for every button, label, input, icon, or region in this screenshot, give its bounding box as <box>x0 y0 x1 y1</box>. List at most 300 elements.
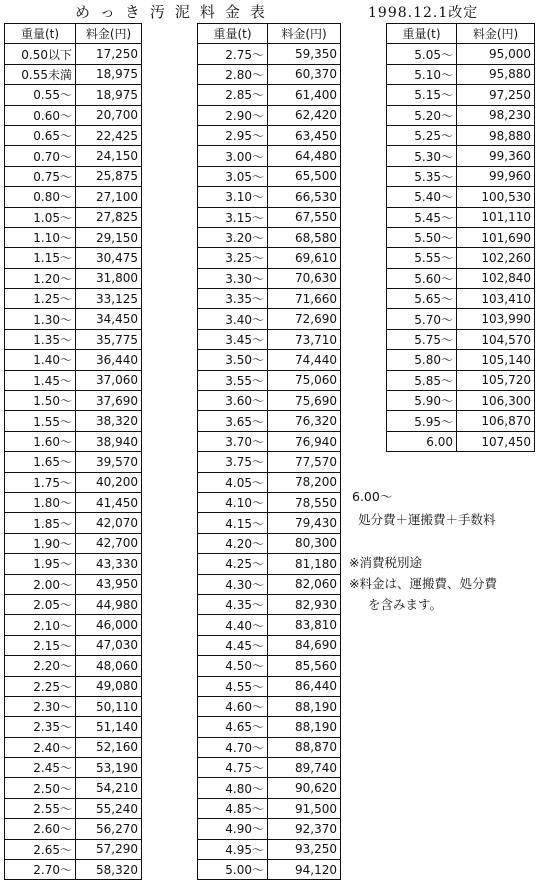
table-row <box>198 329 341 349</box>
table-row <box>5 391 142 411</box>
price-cell: 63,450 <box>268 125 341 145</box>
table-row <box>5 431 142 451</box>
price-cell: 78,200 <box>268 472 341 492</box>
table-row <box>5 268 142 288</box>
table-row <box>5 615 142 635</box>
weight-cell: 5.10〜 <box>387 64 457 84</box>
table-row <box>387 166 535 186</box>
price-cell: 34,450 <box>76 309 142 329</box>
weight-cell: 3.55〜 <box>198 370 268 390</box>
table-row <box>5 819 142 839</box>
price-cell: 80,300 <box>268 533 341 553</box>
weight-cell: 3.35〜 <box>198 289 268 309</box>
weight-cell: 0.75〜 <box>5 166 76 186</box>
table-row <box>198 44 341 64</box>
price-cell: 18,975 <box>76 64 142 84</box>
price-cell: 27,825 <box>76 207 142 227</box>
table-row <box>387 207 535 227</box>
weight-cell: 1.15〜 <box>5 248 76 268</box>
weight-cell: 4.75〜 <box>198 758 268 778</box>
table-row <box>198 227 341 247</box>
price-cell: 105,720 <box>457 370 535 390</box>
weight-header: 重量(t) <box>387 24 457 44</box>
weight-cell: 3.10〜 <box>198 187 268 207</box>
price-cell: 91,500 <box>268 798 341 818</box>
price-cell: 90,620 <box>268 778 341 798</box>
weight-cell: 1.95〜 <box>5 554 76 574</box>
table-row <box>5 472 142 492</box>
table-row <box>198 472 341 492</box>
price-cell: 58,320 <box>76 860 142 880</box>
table-row <box>198 737 341 757</box>
table-row <box>5 411 142 431</box>
price-cell: 66,530 <box>268 187 341 207</box>
table-row <box>5 329 142 349</box>
table-row <box>387 187 535 207</box>
weight-cell: 0.60〜 <box>5 105 76 125</box>
table-row <box>5 105 142 125</box>
price-cell: 82,060 <box>268 574 341 594</box>
price-cell: 36,440 <box>76 350 142 370</box>
price-cell: 38,320 <box>76 411 142 431</box>
price-cell: 75,060 <box>268 370 341 390</box>
weight-cell: 2.05〜 <box>5 594 76 614</box>
table-row <box>5 758 142 778</box>
table-row <box>198 268 341 288</box>
price-cell: 81,180 <box>268 554 341 574</box>
price-cell: 38,940 <box>76 431 142 451</box>
price-cell: 44,980 <box>76 594 142 614</box>
weight-cell: 3.05〜 <box>198 166 268 186</box>
price-cell: 106,300 <box>457 391 535 411</box>
weight-cell: 0.55未満 <box>5 64 76 84</box>
table-row <box>5 125 142 145</box>
price-cell: 55,240 <box>76 798 142 818</box>
table-row <box>387 227 535 247</box>
price-cell: 69,610 <box>268 248 341 268</box>
weight-cell: 5.85〜 <box>387 370 457 390</box>
table-row <box>198 717 341 737</box>
price-cell: 25,875 <box>76 166 142 186</box>
table-row <box>5 635 142 655</box>
price-cell: 53,190 <box>76 758 142 778</box>
weight-cell: 2.15〜 <box>5 635 76 655</box>
table-row <box>198 533 341 553</box>
price-cell: 77,570 <box>268 452 341 472</box>
table-row <box>198 411 341 431</box>
table-row <box>387 370 535 390</box>
weight-cell: 1.80〜 <box>5 492 76 512</box>
price-cell: 98,230 <box>457 105 535 125</box>
table-row <box>198 696 341 716</box>
weight-cell: 4.55〜 <box>198 676 268 696</box>
weight-cell: 3.45〜 <box>198 329 268 349</box>
table-row <box>387 391 535 411</box>
includes-note-line1: ※料金は、運搬費、処分費 <box>349 576 497 591</box>
weight-cell: 5.30〜 <box>387 146 457 166</box>
over-6t-label: 6.00〜 <box>352 489 393 504</box>
table-row <box>387 85 535 105</box>
table-row <box>5 64 142 84</box>
table-row <box>198 166 341 186</box>
weight-cell: 2.60〜 <box>5 819 76 839</box>
table-row <box>5 309 142 329</box>
price-cell: 31,800 <box>76 268 142 288</box>
weight-cell: 5.95〜 <box>387 411 457 431</box>
table-row <box>5 574 142 594</box>
table-row <box>5 207 142 227</box>
price-cell: 101,690 <box>457 227 535 247</box>
table-row <box>5 839 142 859</box>
price-cell: 48,060 <box>76 656 142 676</box>
table-row <box>198 656 341 676</box>
price-cell: 61,400 <box>268 85 341 105</box>
price-cell: 99,360 <box>457 146 535 166</box>
price-cell: 76,940 <box>268 431 341 451</box>
weight-cell: 5.35〜 <box>387 166 457 186</box>
table-row <box>198 207 341 227</box>
price-cell: 106,870 <box>457 411 535 431</box>
table-row <box>198 391 341 411</box>
weight-cell: 5.15〜 <box>387 85 457 105</box>
weight-cell: 4.95〜 <box>198 839 268 859</box>
price-cell: 103,410 <box>457 289 535 309</box>
price-cell: 71,660 <box>268 289 341 309</box>
table-row <box>198 85 341 105</box>
price-cell: 59,350 <box>268 44 341 64</box>
weight-cell: 0.80〜 <box>5 187 76 207</box>
weight-cell: 4.15〜 <box>198 513 268 533</box>
weight-cell: 5.40〜 <box>387 187 457 207</box>
weight-cell: 1.85〜 <box>5 513 76 533</box>
weight-cell: 1.75〜 <box>5 472 76 492</box>
price-cell: 100,530 <box>457 187 535 207</box>
price-cell: 85,560 <box>268 656 341 676</box>
weight-cell: 2.85〜 <box>198 85 268 105</box>
price-cell: 29,150 <box>76 227 142 247</box>
price-cell: 92,370 <box>268 819 341 839</box>
price-cell: 88,870 <box>268 737 341 757</box>
price-cell: 105,140 <box>457 350 535 370</box>
weight-cell: 3.20〜 <box>198 227 268 247</box>
weight-cell: 0.55〜 <box>5 85 76 105</box>
table-row <box>5 370 142 390</box>
table-row <box>198 105 341 125</box>
weight-cell: 2.40〜 <box>5 737 76 757</box>
weight-cell: 3.30〜 <box>198 268 268 288</box>
table-row <box>198 431 341 451</box>
price-cell: 43,950 <box>76 574 142 594</box>
price-cell: 20,700 <box>76 105 142 125</box>
price-cell: 43,330 <box>76 554 142 574</box>
table-row <box>387 146 535 166</box>
price-cell: 60,370 <box>268 64 341 84</box>
weight-cell: 2.45〜 <box>5 758 76 778</box>
price-cell: 88,190 <box>268 717 341 737</box>
weight-cell: 5.55〜 <box>387 248 457 268</box>
weight-cell: 4.50〜 <box>198 656 268 676</box>
table-row <box>5 227 142 247</box>
price-cell: 52,160 <box>76 737 142 757</box>
table-row <box>5 798 142 818</box>
price-cell: 102,260 <box>457 248 535 268</box>
weight-cell: 4.30〜 <box>198 574 268 594</box>
table-row <box>5 248 142 268</box>
table-row <box>5 187 142 207</box>
table-row <box>198 64 341 84</box>
table-row <box>198 860 341 880</box>
weight-cell: 5.00〜 <box>198 860 268 880</box>
weight-cell: 2.50〜 <box>5 778 76 798</box>
weight-cell: 4.05〜 <box>198 472 268 492</box>
price-cell: 107,450 <box>457 431 535 451</box>
table-row <box>387 329 535 349</box>
table-row <box>5 860 142 880</box>
weight-cell: 4.25〜 <box>198 554 268 574</box>
table-row <box>198 248 341 268</box>
weight-cell: 5.50〜 <box>387 227 457 247</box>
weight-header: 重量(t) <box>5 24 76 44</box>
weight-cell: 5.45〜 <box>387 207 457 227</box>
price-cell: 67,550 <box>268 207 341 227</box>
price-cell: 51,140 <box>76 717 142 737</box>
table-row <box>198 452 341 472</box>
weight-cell: 0.65〜 <box>5 125 76 145</box>
price-cell: 24,150 <box>76 146 142 166</box>
table-row <box>198 676 341 696</box>
weight-cell: 4.20〜 <box>198 533 268 553</box>
table-row <box>198 594 341 614</box>
weight-cell: 5.60〜 <box>387 268 457 288</box>
table-row <box>387 268 535 288</box>
table-row <box>198 819 341 839</box>
table-row <box>198 839 341 859</box>
price-header: 料金(円) <box>76 24 142 44</box>
price-cell: 47,030 <box>76 635 142 655</box>
table-row <box>5 778 142 798</box>
price-cell: 18,975 <box>76 85 142 105</box>
table-row <box>5 350 142 370</box>
weight-cell: 2.35〜 <box>5 717 76 737</box>
price-cell: 79,430 <box>268 513 341 533</box>
weight-cell: 0.70〜 <box>5 146 76 166</box>
weight-cell: 1.45〜 <box>5 370 76 390</box>
price-cell: 95,880 <box>457 64 535 84</box>
weight-cell: 1.40〜 <box>5 350 76 370</box>
price-cell: 39,570 <box>76 452 142 472</box>
weight-cell: 5.20〜 <box>387 105 457 125</box>
weight-cell: 1.65〜 <box>5 452 76 472</box>
price-cell: 41,450 <box>76 492 142 512</box>
weight-cell: 1.05〜 <box>5 207 76 227</box>
table-row <box>5 554 142 574</box>
over-6t-formula: 処分費＋運搬費＋手数料 <box>358 512 496 527</box>
weight-cell: 5.65〜 <box>387 289 457 309</box>
weight-cell: 3.15〜 <box>198 207 268 227</box>
price-cell: 73,710 <box>268 329 341 349</box>
weight-cell: 3.60〜 <box>198 391 268 411</box>
weight-cell: 1.20〜 <box>5 268 76 288</box>
weight-cell: 5.05〜 <box>387 44 457 64</box>
price-cell: 70,630 <box>268 268 341 288</box>
revision-date: 1998.12.1改定 <box>368 5 479 21</box>
table-row <box>5 676 142 696</box>
price-cell: 103,990 <box>457 309 535 329</box>
weight-cell: 4.65〜 <box>198 717 268 737</box>
tax-note: ※消費税別途 <box>349 555 422 570</box>
table-row <box>198 554 341 574</box>
table-row <box>198 615 341 635</box>
table-row <box>198 146 341 166</box>
price-cell: 33,125 <box>76 289 142 309</box>
price-cell: 46,000 <box>76 615 142 635</box>
weight-cell: 4.10〜 <box>198 492 268 512</box>
table-row <box>198 492 341 512</box>
price-cell: 93,250 <box>268 839 341 859</box>
table-row <box>5 513 142 533</box>
table-row <box>198 350 341 370</box>
table-row <box>5 717 142 737</box>
price-header: 料金(円) <box>268 24 341 44</box>
weight-cell: 2.75〜 <box>198 44 268 64</box>
table-row <box>198 513 341 533</box>
table-row <box>198 125 341 145</box>
price-cell: 75,690 <box>268 391 341 411</box>
weight-cell: 3.70〜 <box>198 431 268 451</box>
table-row <box>198 574 341 594</box>
weight-cell: 3.00〜 <box>198 146 268 166</box>
price-cell: 17,250 <box>76 44 142 64</box>
weight-cell: 0.50以下 <box>5 44 76 64</box>
table-row <box>5 85 142 105</box>
table-row <box>198 370 341 390</box>
table-row <box>387 309 535 329</box>
rate-table-3 <box>386 23 535 452</box>
table-row <box>5 452 142 472</box>
weight-cell: 4.70〜 <box>198 737 268 757</box>
weight-header: 重量(t) <box>198 24 268 44</box>
weight-cell: 5.75〜 <box>387 329 457 349</box>
price-cell: 104,570 <box>457 329 535 349</box>
price-cell: 50,110 <box>76 696 142 716</box>
table-row <box>5 44 142 64</box>
price-cell: 101,110 <box>457 207 535 227</box>
price-cell: 57,290 <box>76 839 142 859</box>
price-cell: 49,080 <box>76 676 142 696</box>
price-cell: 98,880 <box>457 125 535 145</box>
table-row <box>5 289 142 309</box>
table-row <box>5 146 142 166</box>
table-row <box>387 248 535 268</box>
weight-cell: 1.10〜 <box>5 227 76 247</box>
price-cell: 95,000 <box>457 44 535 64</box>
price-cell: 42,700 <box>76 533 142 553</box>
table-row <box>387 411 535 431</box>
table-row <box>198 758 341 778</box>
price-cell: 65,500 <box>268 166 341 186</box>
weight-cell: 2.00〜 <box>5 574 76 594</box>
weight-cell: 2.90〜 <box>198 105 268 125</box>
table-row <box>5 492 142 512</box>
price-cell: 68,580 <box>268 227 341 247</box>
table-row <box>387 105 535 125</box>
price-cell: 78,550 <box>268 492 341 512</box>
weight-cell: 3.50〜 <box>198 350 268 370</box>
table-row <box>198 309 341 329</box>
price-cell: 76,320 <box>268 411 341 431</box>
weight-cell: 4.45〜 <box>198 635 268 655</box>
weight-cell: 5.80〜 <box>387 350 457 370</box>
price-cell: 88,190 <box>268 696 341 716</box>
price-cell: 102,840 <box>457 268 535 288</box>
table-row <box>198 778 341 798</box>
table-row <box>198 798 341 818</box>
weight-cell: 4.85〜 <box>198 798 268 818</box>
price-cell: 27,100 <box>76 187 142 207</box>
price-cell: 54,210 <box>76 778 142 798</box>
weight-cell: 2.70〜 <box>5 860 76 880</box>
table-row <box>198 635 341 655</box>
weight-cell: 3.75〜 <box>198 452 268 472</box>
price-cell: 97,250 <box>457 85 535 105</box>
price-cell: 74,440 <box>268 350 341 370</box>
price-cell: 42,070 <box>76 513 142 533</box>
weight-cell: 1.25〜 <box>5 289 76 309</box>
weight-cell: 1.35〜 <box>5 329 76 349</box>
table-row <box>5 696 142 716</box>
price-cell: 72,690 <box>268 309 341 329</box>
table-row <box>5 656 142 676</box>
weight-cell: 4.90〜 <box>198 819 268 839</box>
weight-cell: 1.60〜 <box>5 431 76 451</box>
weight-cell: 2.65〜 <box>5 839 76 859</box>
table-row <box>387 350 535 370</box>
price-cell: 22,425 <box>76 125 142 145</box>
table-row <box>387 64 535 84</box>
weight-cell: 1.55〜 <box>5 411 76 431</box>
table-row <box>198 187 341 207</box>
price-cell: 40,200 <box>76 472 142 492</box>
table-row <box>5 594 142 614</box>
table-row <box>5 533 142 553</box>
table-row <box>387 125 535 145</box>
weight-cell: 4.35〜 <box>198 594 268 614</box>
price-cell: 64,480 <box>268 146 341 166</box>
price-cell: 56,270 <box>76 819 142 839</box>
weight-cell: 3.65〜 <box>198 411 268 431</box>
weight-cell: 1.50〜 <box>5 391 76 411</box>
weight-cell: 2.25〜 <box>5 676 76 696</box>
price-cell: 37,690 <box>76 391 142 411</box>
weight-cell: 6.00 <box>387 431 457 451</box>
rate-table-1 <box>4 23 142 880</box>
table-row <box>387 289 535 309</box>
table-row <box>387 431 535 451</box>
weight-cell: 1.90〜 <box>5 533 76 553</box>
weight-cell: 5.90〜 <box>387 391 457 411</box>
price-header: 料金(円) <box>457 24 535 44</box>
table-row <box>387 44 535 64</box>
weight-cell: 2.55〜 <box>5 798 76 818</box>
table-row <box>5 166 142 186</box>
price-cell: 94,120 <box>268 860 341 880</box>
price-cell: 30,475 <box>76 248 142 268</box>
price-cell: 37,060 <box>76 370 142 390</box>
price-cell: 82,930 <box>268 594 341 614</box>
table-row <box>198 289 341 309</box>
price-cell: 86,440 <box>268 676 341 696</box>
weight-cell: 5.25〜 <box>387 125 457 145</box>
